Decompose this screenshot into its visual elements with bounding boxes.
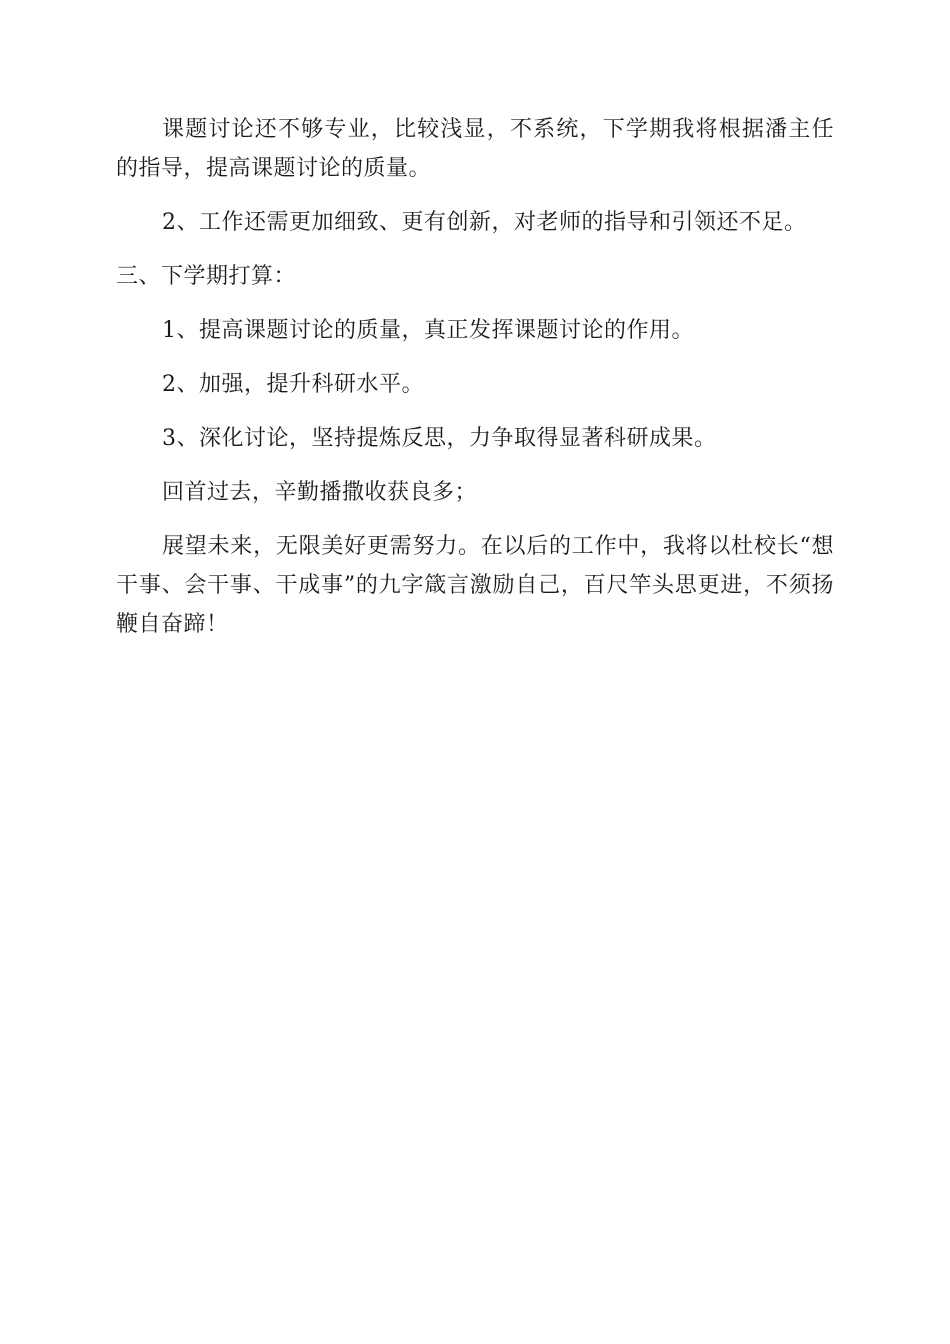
paragraph-looking-forward: 展望未来，无限美好更需努力。在以后的工作中，我将以杜校长“想干事、会干事、干成事”的九字箴言激励自己，百尺竿头思更进，不须扬鞭自奋蹄！: [116, 534, 834, 637]
plan-item-2: 2、加强，提升科研水平。: [162, 372, 424, 397]
plan-item-3: 3、深化讨论，坚持提炼反思，力争取得显著科研成果。: [162, 426, 717, 451]
paragraph-looking-back: 回首过去，辛勤播撒收获良多；: [162, 480, 478, 505]
section-heading-next-term-plan: 三、下学期打算：: [116, 264, 297, 289]
paragraph-research-discussion: 课题讨论还不够专业，比较浅显，不系统，下学期我将根据潘主任的指导，提高课题讨论的质量。: [116, 117, 834, 181]
paragraph-work-improvement: 2、工作还需更加细致、更有创新，对老师的指导和引领还不足。: [162, 210, 807, 235]
plan-item-1: 1、提高课题讨论的质量，真正发挥课题讨论的作用。: [162, 318, 694, 343]
document-body: [116, 110, 834, 659]
